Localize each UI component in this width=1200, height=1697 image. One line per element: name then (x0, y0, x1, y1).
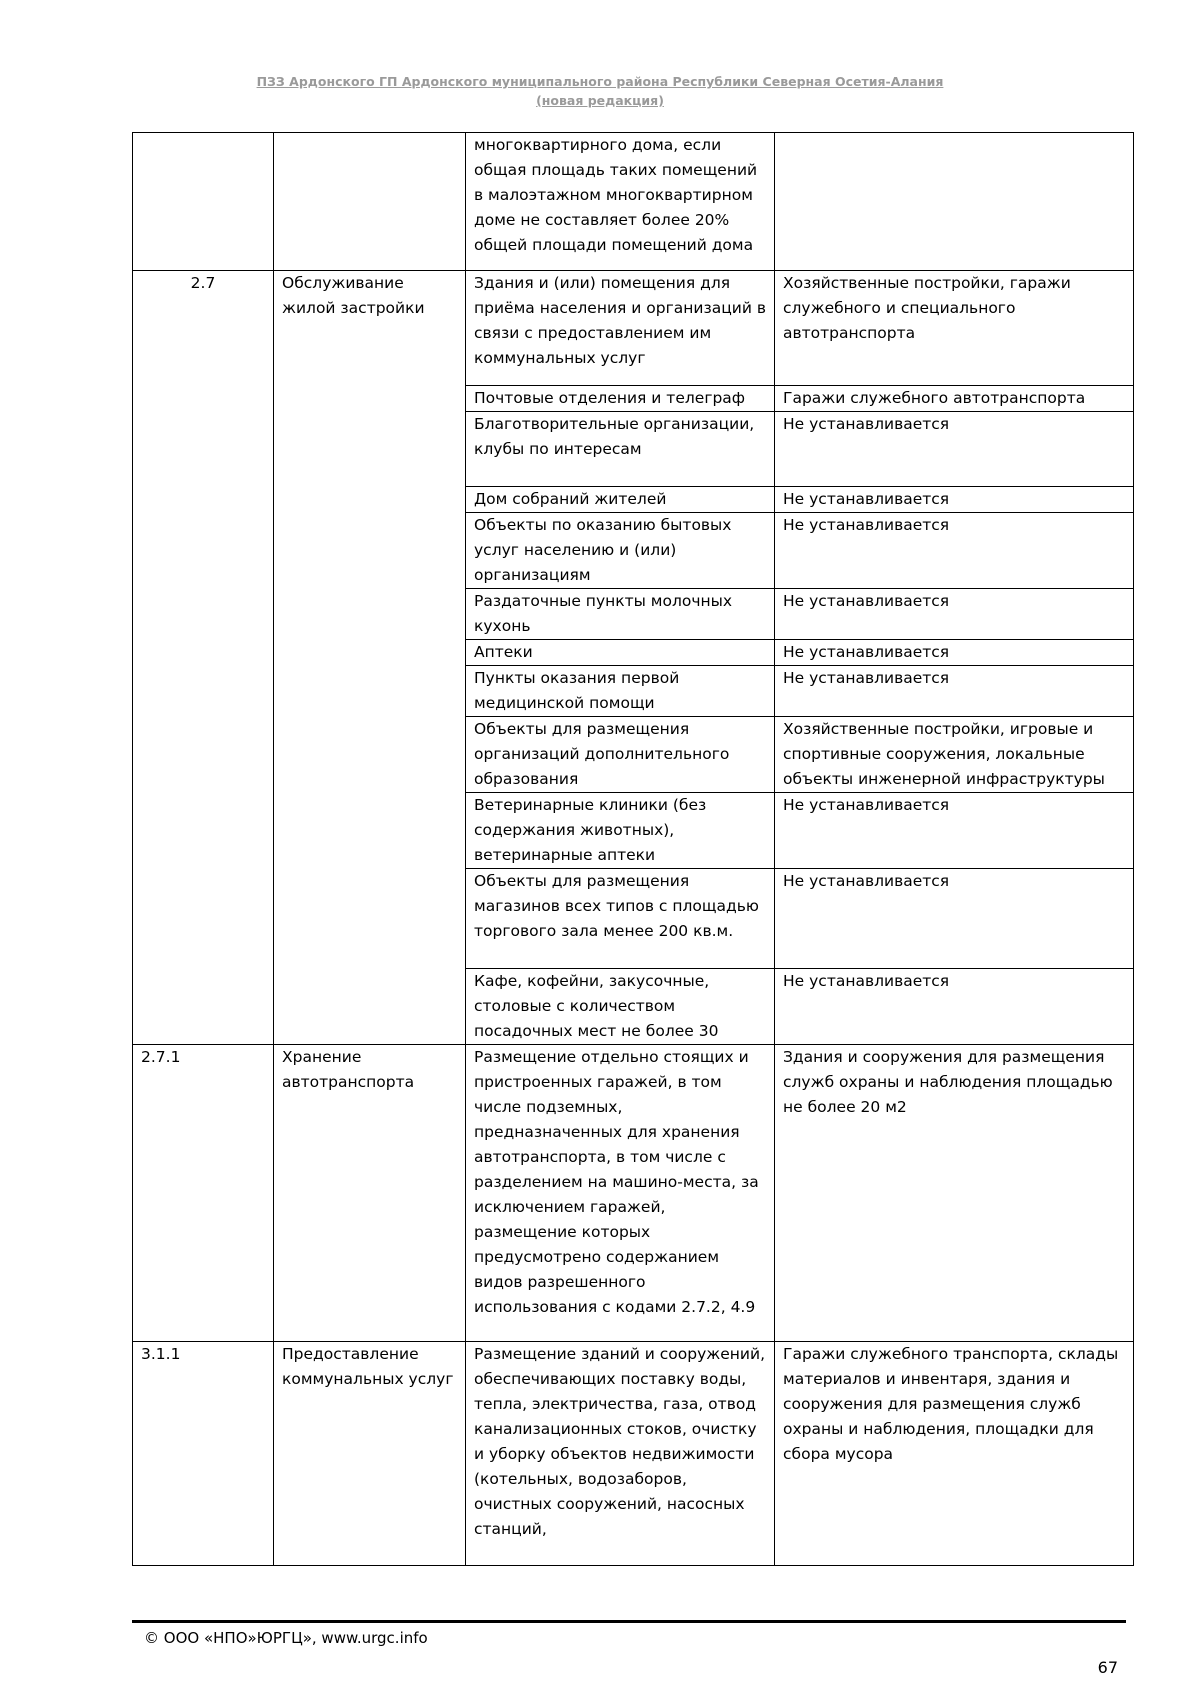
main-use-cell: Благотворительные организации, клубы по интересам (466, 412, 775, 487)
main-use-cell: Размещение зданий и сооружений, обеспечивающих поставку воды, тепла, электричества, газа, отвод канализационных стоков, очистку и уборку объектов недвижимости (котельных, водозаборов, очистных сооружений, насосных станций, (466, 1342, 775, 1566)
auxiliary-use-cell: Не устанавливается (775, 589, 1134, 640)
main-use-cell: Размещение отдельно стоящих и пристроенных гаражей, в том числе подземных, предназначенных для хранения автотранспорта, в том числе с разделением на машино-места, за исключением гаражей, размещение которых предусмотрено содержанием видов разрешенного использования с кодами 2.7.2, 4.9 (466, 1045, 775, 1342)
auxiliary-use-cell: Не устанавливается (775, 487, 1134, 513)
name-cell: Обслуживание жилой застройки (274, 271, 466, 1045)
main-use-cell: Почтовые отделения и телеграф (466, 386, 775, 412)
document-header (0, 72, 1200, 110)
main-use-cell: Раздаточные пункты молочных кухонь (466, 589, 775, 640)
table-row (133, 1045, 1134, 1342)
table-row (133, 133, 1134, 271)
auxiliary-use-cell: Не устанавливается (775, 666, 1134, 717)
auxiliary-use-cell: Не устанавливается (775, 969, 1134, 1045)
code-cell: 3.1.1 (133, 1342, 274, 1566)
main-use-cell: Здания и (или) помещения для приёма населения и организаций в связи с предоставлением им коммунальных услуг (466, 271, 775, 386)
main-use-cell: многоквартирного дома, если общая площадь таких помещений в малоэтажном многоквартирном доме не составляет более 20% общей площади помещений дома (466, 133, 775, 271)
code-cell: 2.7 (133, 271, 274, 1045)
auxiliary-use-cell: Не устанавливается (775, 412, 1134, 487)
header-subtitle: (новая редакция) (536, 93, 664, 108)
table-row (133, 271, 1134, 386)
main-use-cell: Объекты для размещения организаций дополнительного образования (466, 717, 775, 793)
name-cell: Хранение автотранспорта (274, 1045, 466, 1342)
header-title: ПЗЗ Ардонского ГП Ардонского муниципального района Республики Северная Осетия-Алания (256, 74, 944, 89)
auxiliary-use-cell: Не устанавливается (775, 513, 1134, 589)
name-cell (274, 133, 466, 271)
name-cell: Предоставление коммунальных услуг (274, 1342, 466, 1566)
auxiliary-use-cell: Не устанавливается (775, 793, 1134, 869)
main-use-cell: Объекты для размещения магазинов всех типов с площадью торгового зала менее 200 кв.м. (466, 869, 775, 969)
code-cell: 2.7.1 (133, 1045, 274, 1342)
auxiliary-use-cell: Не устанавливается (775, 869, 1134, 969)
main-use-cell: Кафе, кофейни, закусочные, столовые с количеством посадочных мест не более 30 (466, 969, 775, 1045)
footer-divider (132, 1620, 1126, 1623)
page-number: 67 (1097, 1658, 1118, 1677)
auxiliary-use-cell: Хозяйственные постройки, гаражи служебного и специального автотранспорта (775, 271, 1134, 386)
code-cell (133, 133, 274, 271)
main-use-cell: Аптеки (466, 640, 775, 666)
main-use-cell: Объекты по оказанию бытовых услуг населению и (или) организациям (466, 513, 775, 589)
main-use-cell: Пункты оказания первой медицинской помощи (466, 666, 775, 717)
main-use-cell: Дом собраний жителей (466, 487, 775, 513)
auxiliary-use-cell: Гаражи служебного автотранспорта (775, 386, 1134, 412)
auxiliary-use-cell: Гаражи служебного транспорта, склады материалов и инвентаря, здания и сооружения для размещения служб охраны и наблюдения, площадки для сбора мусора (775, 1342, 1134, 1566)
auxiliary-use-cell (775, 133, 1134, 271)
table-row (133, 1342, 1134, 1566)
land-use-table (132, 132, 1134, 1566)
auxiliary-use-cell: Хозяйственные постройки, игровые и спортивные сооружения, локальные объекты инженерной инфраструктуры (775, 717, 1134, 793)
auxiliary-use-cell: Здания и сооружения для размещения служб охраны и наблюдения площадью не более 20 м2 (775, 1045, 1134, 1342)
auxiliary-use-cell: Не устанавливается (775, 640, 1134, 666)
main-use-cell: Ветеринарные клиники (без содержания животных), ветеринарные аптеки (466, 793, 775, 869)
footer-copyright: © ООО «НПО»ЮРГЦ», www.urgc.info (144, 1629, 428, 1647)
